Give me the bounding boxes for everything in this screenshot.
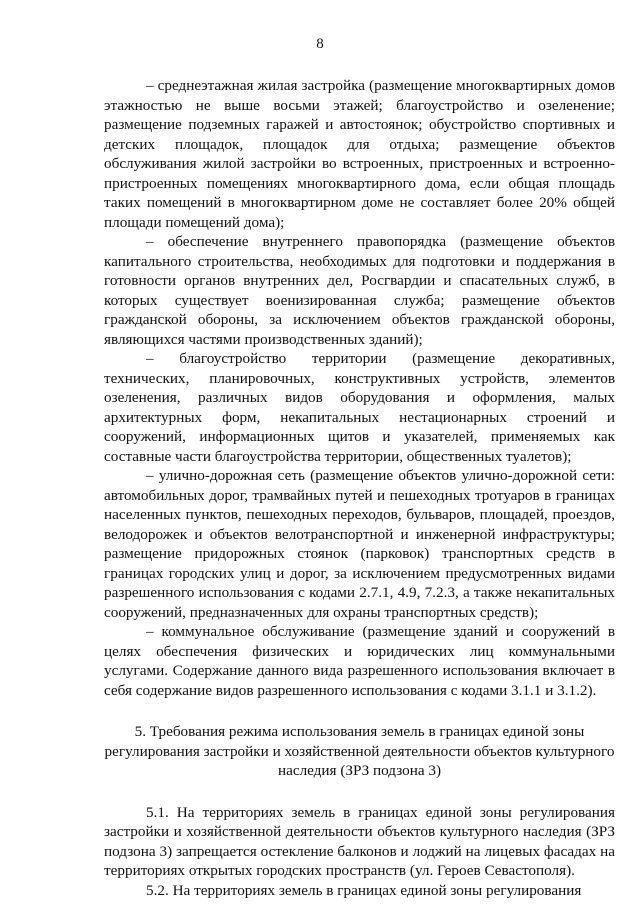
paragraph-5-1: 5.1. На территориях земель в границах единой зоны регулирования застройки и хозяйственной деятельности объектов культурного наследия (ЗРЗ подзона 3) запрещается остекление балконов и лоджий на лицевых фасадах на территориях открытых городских пространств (ул. Героев Севастополя).	[104, 803, 615, 879]
paragraph-utility-services: – коммунальное обслуживание (размещение зданий и сооружений в целях обеспечения физических и юридических лиц коммунальными услугами. Содержание данного вида разрешенного использования включает в себя содержание видов разрешенного использования с кодами 3.1.1 и 3.1.2).	[104, 623, 615, 699]
paragraph-street-road-network: – улично-дорожная сеть (размещение объектов улично-дорожной сети: автомобильных дорог, трамвайных путей и пешеходных тротуаров в границах населенных пунктов, пешеходных переходов, бульваров, площадей, проездов, велодорожек и объектов велотранспортной и инженерной инфраструктуры; размещение придорожных стоянок (парковок) транспортных средств в границах городских улиц и дорог, за исключением предусмотренных видами разрешенного использования с кодами 2.7.1, 4.9, 7.2.3, а также некапитальных сооружений, предназначенных для охраны транспортных средств);	[104, 467, 615, 621]
paragraph-territory-improvement: – благоустройство территории (размещение декоративных, технических, планировочных, конструктивных устройств, элементов озеленения, различных видов оборудования и оформления, малых архитектурных форм, некапитальных нестационарных строений и сооружений, информационных щитов и указателей, применяемых как составные части благоустройства территории, общественных туалетов);	[104, 350, 615, 465]
document-body	[104, 76, 615, 900]
page-number: 8	[316, 36, 324, 52]
paragraph-residential-development: – среднеэтажная жилая застройка (размещение многоквартирных домов этажностью не выше восьми этажей; благоустройство и озеленение; размещение подземных гаражей и автостоянок; обустройство спортивных и детских площадок, площадок для отдыха; размещение объектов обслуживания жилой застройки во встроенных, пристроенных и встроенно-пристроенных помещениях многоквартирного дома, если общая площадь таких помещений в многоквартирном доме не составляет более 20% общей площади помещений дома);	[104, 77, 615, 231]
section-title: 5. Требования режима использования земель в границах единой зоны регулирования застройки и хозяйственной деятельности объектов культурного наследия (ЗРЗ подзона 3)	[104, 723, 615, 779]
paragraph-internal-law-enforcement: – обеспечение внутреннего правопорядка (размещение объектов капитального строительства, необходимых для подготовки и поддержания в готовности органов внутренних дел, Росгвардии и спасательных служб, в которых существует военизированная служба; размещение объектов гражданской обороны, за исключением объектов гражданской обороны, являющихся частями производственных зданий);	[104, 233, 615, 348]
paragraph-5-2: 5.2. На территориях земель в границах единой зоны регулирования	[146, 881, 582, 899]
